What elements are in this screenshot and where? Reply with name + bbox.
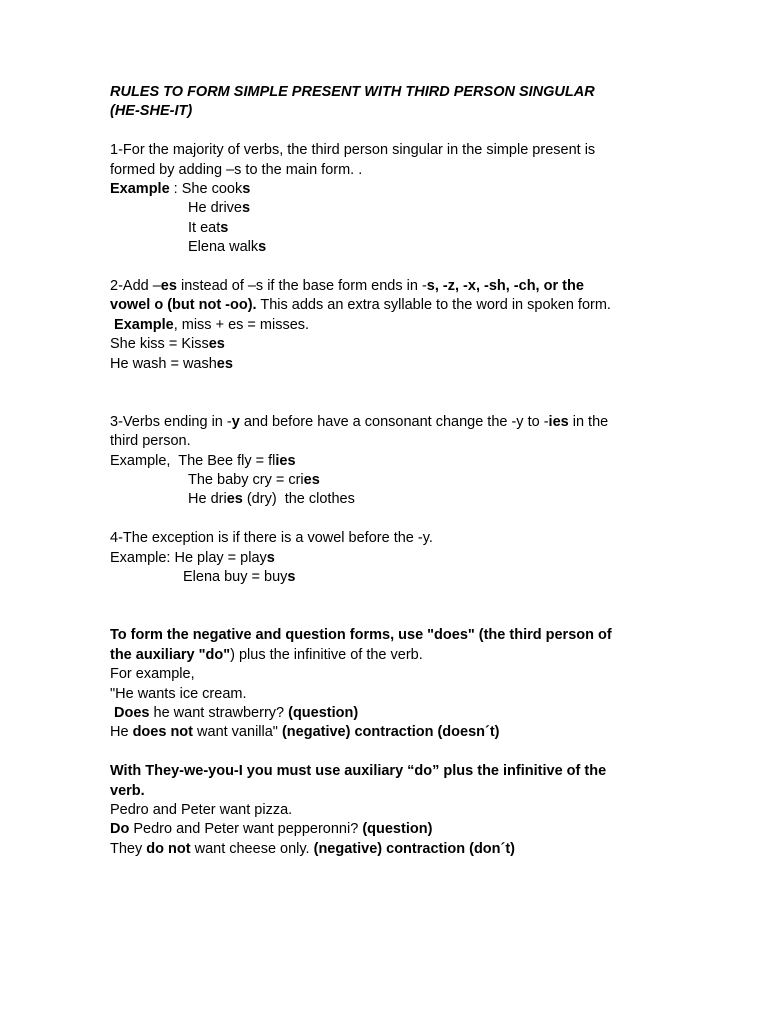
rule-2-example-line: Example, miss + es = misses. bbox=[114, 316, 310, 333]
rule-2-example-1: She kiss = Kisses bbox=[110, 336, 225, 353]
rule-1-text-line-1: 1-For the majority of verbs, the third person singular in the simple present is bbox=[110, 142, 596, 159]
rule-1-example-3: It eats bbox=[188, 219, 229, 236]
rule-3-example-2: The baby cry = cries bbox=[188, 472, 320, 489]
title-line-2: (HE-SHE-IT) bbox=[110, 103, 193, 120]
plural-negative-example: They do not want cheese only. (negative) contraction (don´t) bbox=[110, 840, 516, 857]
rule-3-section bbox=[110, 413, 670, 510]
plural-intro-line-2: verb. bbox=[110, 782, 145, 799]
example-ending: s bbox=[242, 181, 251, 198]
rule-1-example-line: Example : She cooks bbox=[110, 181, 251, 198]
plural-intro-line-1: With They-we-you-I you must use auxiliary “do” plus the infinitive of the bbox=[110, 763, 607, 780]
rule-4-section bbox=[110, 529, 670, 587]
rule-2-text-line-2: vowel o (but not -oo). This adds an extra syllable to the word in spoken form. bbox=[110, 297, 611, 314]
negative-statement: "He wants ice cream. bbox=[110, 685, 247, 702]
plural-section bbox=[110, 762, 670, 859]
negative-negative-example: He does not want vanilla" (negative) contraction (doesn´t) bbox=[110, 724, 500, 741]
rule-2-text-line-1: 2-Add –es instead of –s if the base form ends in -s, -z, -x, -sh, -ch, or the bbox=[110, 278, 584, 295]
rule-1-example-4: Elena walks bbox=[188, 239, 267, 256]
negative-question-section bbox=[110, 626, 670, 742]
plural-statement: Pedro and Peter want pizza. bbox=[110, 801, 293, 818]
rule-2-example-2: He wash = washes bbox=[110, 355, 233, 372]
example-label: Example bbox=[110, 181, 170, 198]
rule-4-text-line-1: 4-The exception is if there is a vowel before the -y. bbox=[110, 530, 433, 547]
rule-1-example-2: He drives bbox=[188, 200, 251, 217]
rule-2-section bbox=[110, 277, 670, 374]
example-base: She cook bbox=[181, 181, 243, 198]
title-line-1: RULES TO FORM SIMPLE PRESENT WITH THIRD PERSON SINGULAR bbox=[110, 84, 595, 100]
negative-question-example: Does he want strawberry? (question) bbox=[114, 704, 359, 721]
negative-intro-line-2: the auxiliary "do") plus the infinitive of the verb. bbox=[110, 646, 423, 663]
document-title bbox=[110, 83, 670, 122]
negative-intro-line-1: To form the negative and question forms, use "does" (the third person of bbox=[110, 627, 612, 644]
example-label: Example bbox=[114, 316, 174, 333]
rule-3-text-line-2: third person. bbox=[110, 433, 191, 450]
rule-4-example-2: Elena buy = buys bbox=[183, 569, 296, 586]
rule-3-example-3: He dries (dry) the clothes bbox=[188, 491, 355, 508]
rule-1-text-line-2: formed by adding –s to the main form. . bbox=[110, 161, 363, 178]
rule-1-section bbox=[110, 141, 670, 257]
negative-for-example: For example, bbox=[110, 666, 195, 683]
plural-question-example: Do Pedro and Peter want pepperonni? (question) bbox=[110, 821, 433, 838]
document-body bbox=[110, 83, 670, 859]
rule-4-example-1: Example: He play = plays bbox=[110, 549, 275, 566]
rule-3-text-line-1: 3-Verbs ending in -y and before have a consonant change the -y to -ies in the bbox=[110, 413, 609, 430]
rule-3-example-1: Example, The Bee fly = flies bbox=[110, 452, 296, 469]
